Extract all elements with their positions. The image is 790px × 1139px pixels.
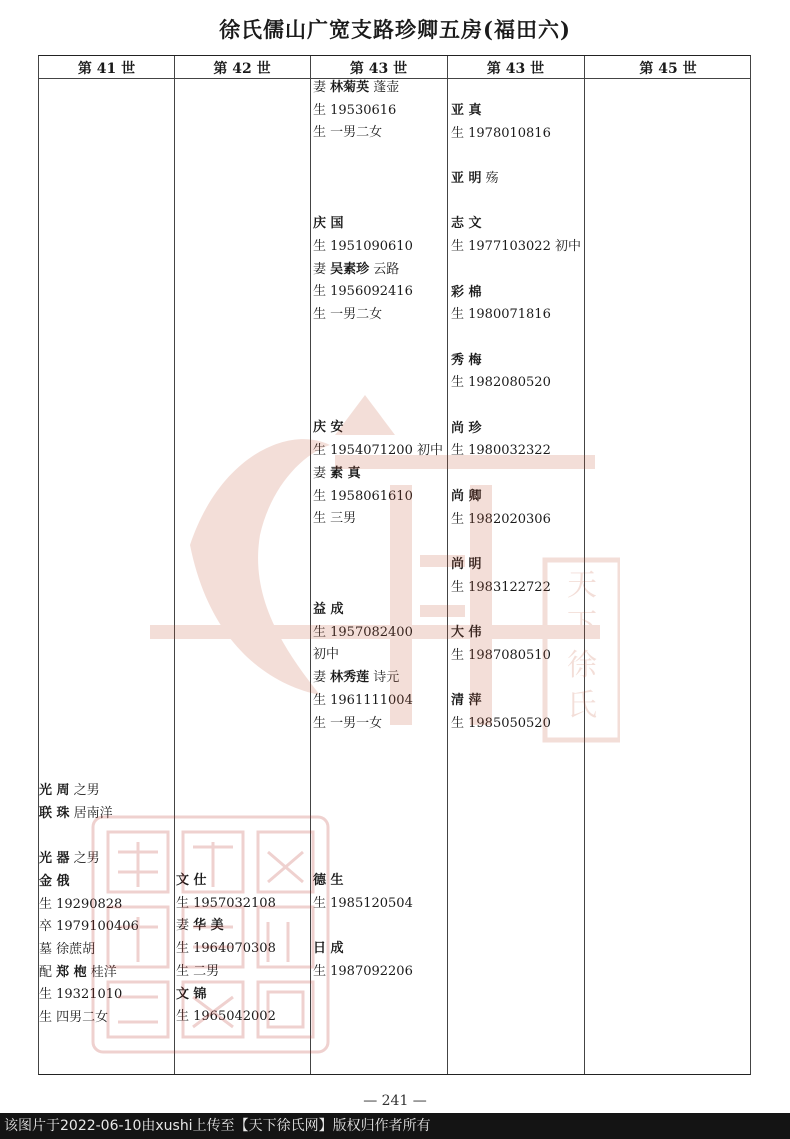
gen43a-lower-entries	[313, 870, 413, 984]
person-name: 联 珠 居南洋	[39, 805, 113, 821]
column-divider	[584, 56, 585, 1074]
birth-line: 生 1985120504	[313, 895, 413, 911]
person-name: 大 伟	[451, 625, 482, 641]
tomb-line: 墓 徐蔗胡	[39, 941, 96, 957]
column-divider	[310, 56, 311, 1074]
birth-line: 生 1980032322	[451, 443, 551, 459]
person-name: 益 成	[313, 602, 344, 618]
ancestor-line: 光 周 之男	[39, 783, 100, 798]
birth-line: 生 1982080520	[451, 375, 551, 391]
birth-line: 生 19321010	[39, 987, 123, 1003]
column-divider	[174, 56, 175, 1074]
spouse-line: 妻 素 真	[313, 465, 361, 481]
person-name: 文 锦	[176, 986, 207, 1002]
children-line: 生 四男二女	[39, 1010, 109, 1026]
ancestor-line: 光 器 之男	[39, 851, 100, 867]
person-name: 彩 棉	[451, 284, 482, 300]
column-header-gen43a: 第 43 世	[349, 61, 408, 77]
person-name: 亚 真	[451, 103, 482, 118]
birth-line: 生 19290828	[39, 896, 123, 912]
person-name: 文 仕	[176, 873, 207, 888]
death-line: 卒 1979100406	[39, 919, 139, 935]
birth-line: 生 1961111004	[313, 692, 413, 708]
person-name: 尚 明	[451, 556, 482, 572]
education-line: 初中	[313, 647, 340, 663]
person-name: 尚 珍	[451, 420, 482, 436]
gen42-entries	[176, 870, 276, 1029]
birth-line: 生 1964070308	[176, 941, 276, 957]
person-name: 尚 卿	[451, 488, 482, 504]
spouse-line: 配 郑 枹 桂洋	[39, 964, 117, 980]
person-name: 日 成	[313, 941, 344, 957]
birth-line: 生 1987080510	[451, 647, 551, 663]
column-header-gen43b: 第 43 世	[486, 61, 545, 77]
birth-line: 生 1985050520	[451, 715, 551, 731]
gen43a-entries	[313, 77, 443, 735]
watermark-char: 徐	[567, 648, 597, 683]
birth-line: 生 1951090610	[313, 238, 413, 254]
spouse-line: 妻 林秀莲 诗元	[313, 670, 400, 686]
birth-line: 生 1983122722	[451, 579, 551, 595]
birth-line: 生 1977103022 初中	[451, 239, 581, 255]
children-line: 生 一男二女	[313, 306, 383, 322]
upload-notice-bar: 该图片于2022-06-10由xushi上传至【天下徐氏网】版权归作者所有	[0, 1113, 790, 1139]
gen43b-entries	[451, 100, 581, 736]
person-name: 庆 国	[313, 216, 344, 232]
column-header-gen42: 第 42 世	[213, 61, 271, 77]
children-line: 生 一男一女	[313, 715, 383, 731]
person-name: 亚 明 殇	[451, 171, 499, 187]
birth-line: 生 1958061610	[313, 488, 413, 504]
birth-line: 生 1957082400	[313, 624, 413, 640]
spouse-line: 妻 林菊英 蓬壶	[313, 80, 400, 95]
birth-line: 生 1965042002	[176, 1009, 276, 1025]
children-line: 生 二男	[176, 963, 220, 979]
spouse-line: 妻 吴素珍 云路	[313, 261, 400, 277]
gen41-entries	[39, 780, 139, 1030]
birth-line: 生 1987092206	[313, 963, 413, 979]
birth-line: 生 1956092416	[313, 284, 413, 300]
children-line: 生 三男	[313, 511, 357, 527]
person-name: 金 俄	[39, 873, 70, 889]
column-divider	[447, 56, 448, 1074]
birth-line: 生 19530616	[313, 102, 397, 118]
watermark-char: 氏	[567, 688, 597, 723]
person-name: 德 生	[313, 873, 344, 888]
birth-line: 生 1980071816	[451, 307, 551, 323]
person-name: 清 萍	[451, 693, 482, 709]
column-header-gen41: 第 41 世	[77, 61, 136, 77]
children-line: 生 一男二女	[313, 125, 383, 141]
watermark-char: 下	[567, 608, 597, 643]
birth-line: 生 1982020306	[451, 511, 551, 527]
birth-line: 生 1978010816	[451, 125, 551, 141]
person-name: 庆 安	[313, 420, 344, 436]
watermark-char: 天	[567, 568, 597, 603]
page-title: 徐氏儒山广宽支路珍卿五房(福田六)	[219, 17, 571, 42]
birth-line: 生 1954071200 初中	[313, 443, 443, 459]
person-name: 秀 梅	[451, 352, 482, 368]
column-header-gen45: 第 45 世	[639, 61, 697, 77]
spouse-line: 妻 华 美	[176, 918, 224, 934]
person-name: 志 文	[451, 216, 482, 232]
page-number: — 241 —	[363, 1093, 427, 1109]
birth-line: 生 1957032108	[176, 895, 276, 911]
